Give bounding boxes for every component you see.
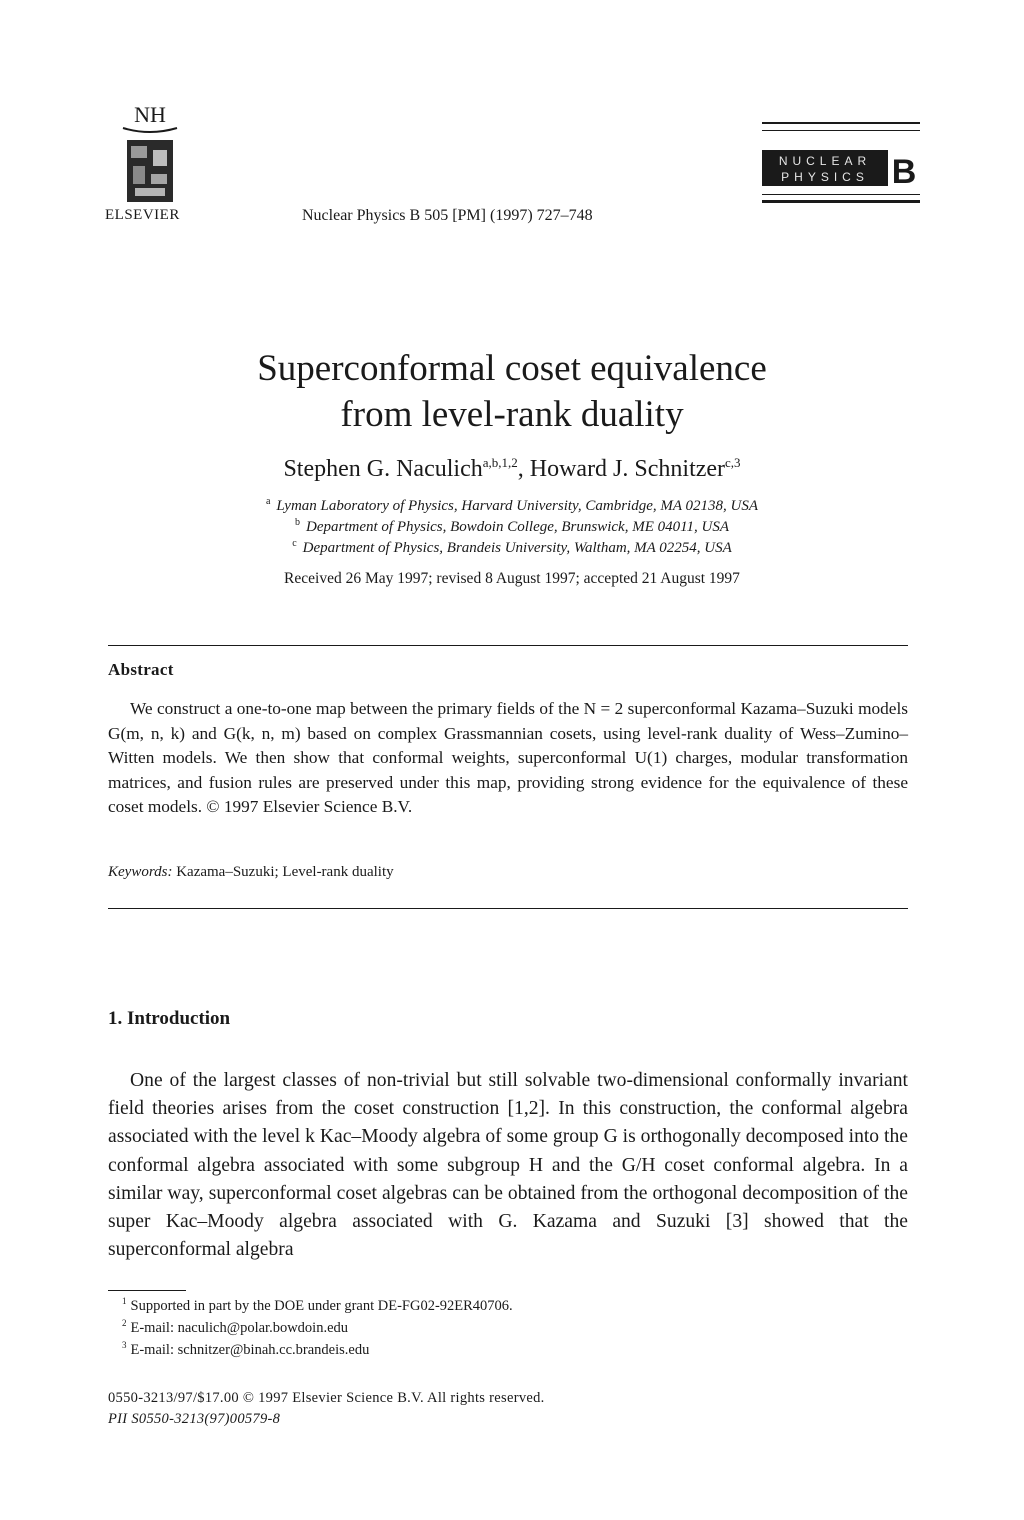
- author-2-affil: c,3: [725, 455, 741, 470]
- affiliation-b: [0, 517, 1024, 536]
- affiliation-mark: b: [295, 517, 300, 528]
- affiliation-text: Lyman Laboratory of Physics, Harvard University, Cambridge, MA 02138, USA: [276, 498, 759, 514]
- abstract-body: We construct a one-to-one map between the primary fields of the N = 2 superconformal Kazama–Suzuki models G(m, n, k) and G(k, n, m) based on complex Grassmannian cosets, using level-rank duality of Wess–Zumino–Witten models. We then show that conformal weights, superconformal U(1) charges, modular transformation matrices, and fusion rules are preserved under this map, providing strong evidence for the equivalence of these coset models. © 1997 Elsevier Science B.V.: [108, 699, 908, 817]
- logo-text: NH: [134, 102, 166, 127]
- journal-reference: Nuclear Physics B 505 [PM] (1997) 727–748: [302, 207, 593, 224]
- affiliation-c: [0, 538, 1024, 557]
- affiliation-mark: a: [265, 496, 271, 507]
- affiliation-text: Department of Physics, Brandeis University, Waltham, MA 02254, USA: [302, 540, 732, 556]
- received-dates: Received 26 May 1997; revised 8 August 1997; accepted 21 August 1997: [284, 570, 740, 587]
- footnote-1: [122, 1296, 513, 1315]
- footnote-3: [122, 1340, 369, 1359]
- footnote-text: E-mail: schnitzer@binah.cc.brandeis.edu: [130, 1341, 370, 1358]
- publisher-name: ELSEVIER: [105, 207, 180, 223]
- journal-badge: [762, 150, 918, 190]
- title-line-1: Superconformal coset equivalence: [257, 348, 767, 389]
- author-2: Howard J. Schnitzer: [529, 456, 726, 482]
- footnote-text: E-mail: naculich@polar.bowdoin.edu: [130, 1319, 349, 1336]
- author-1: Stephen G. Naculich: [283, 456, 483, 482]
- badge-line2: PHYSICS: [781, 170, 869, 184]
- pii-line: PII S0550-3213(97)00579-8: [108, 1411, 281, 1427]
- paper-title: [0, 346, 1024, 438]
- section-heading: 1. Introduction: [108, 1008, 231, 1029]
- divider-bottom: [108, 908, 908, 909]
- abstract-heading: Abstract: [108, 660, 174, 679]
- footnote-mark: 2: [122, 1318, 127, 1328]
- affiliation-mark: c: [292, 538, 297, 549]
- footnote-text: Supported in part by the DOE under grant DE-FG02-92ER40706.: [130, 1297, 513, 1314]
- author-list: [0, 455, 1024, 483]
- footnote-rule: [108, 1290, 186, 1291]
- footnote-mark: 1: [122, 1296, 127, 1306]
- affiliation-a: [0, 496, 1024, 515]
- section-body: One of the largest classes of non-trivial but still solvable two-dimensional conformally invariant field theories arises from the coset construction [1,2]. In this construction, the conformal algebra associated with the level k Kac–Moody algebra of some group G is orthogonally decomposed into the conformal algebra associated with some subgroup H and the G/H coset conformal algebra. In a similar way, superconformal coset algebras can be obtained from the orthogonal decomposition of the super Kac–Moody algebra associated with G. Kazama and Suzuki [3] showed that the superconformal algebra: [108, 1070, 908, 1261]
- title-line-2: from level-rank duality: [340, 394, 684, 435]
- footnote-2: [122, 1318, 348, 1337]
- badge-letter: B: [891, 153, 917, 190]
- keywords: [108, 864, 394, 881]
- badge-line1: NUCLEAR: [778, 154, 872, 168]
- affiliation-text: Department of Physics, Bowdoin College, Brunswick, ME 04011, USA: [306, 519, 729, 535]
- divider-top: [108, 645, 908, 646]
- copyright-line: 0550-3213/97/$17.00 © 1997 Elsevier Science B.V. All rights reserved.: [108, 1390, 545, 1406]
- keywords-value: Kazama–Suzuki; Level-rank duality: [172, 864, 394, 880]
- author-1-affil: a,b,1,2: [482, 455, 518, 470]
- keywords-label: Keywords:: [108, 864, 173, 880]
- author-separator: ,: [517, 456, 530, 482]
- footnote-mark: 3: [122, 1340, 127, 1350]
- elsevier-logo: [105, 100, 195, 220]
